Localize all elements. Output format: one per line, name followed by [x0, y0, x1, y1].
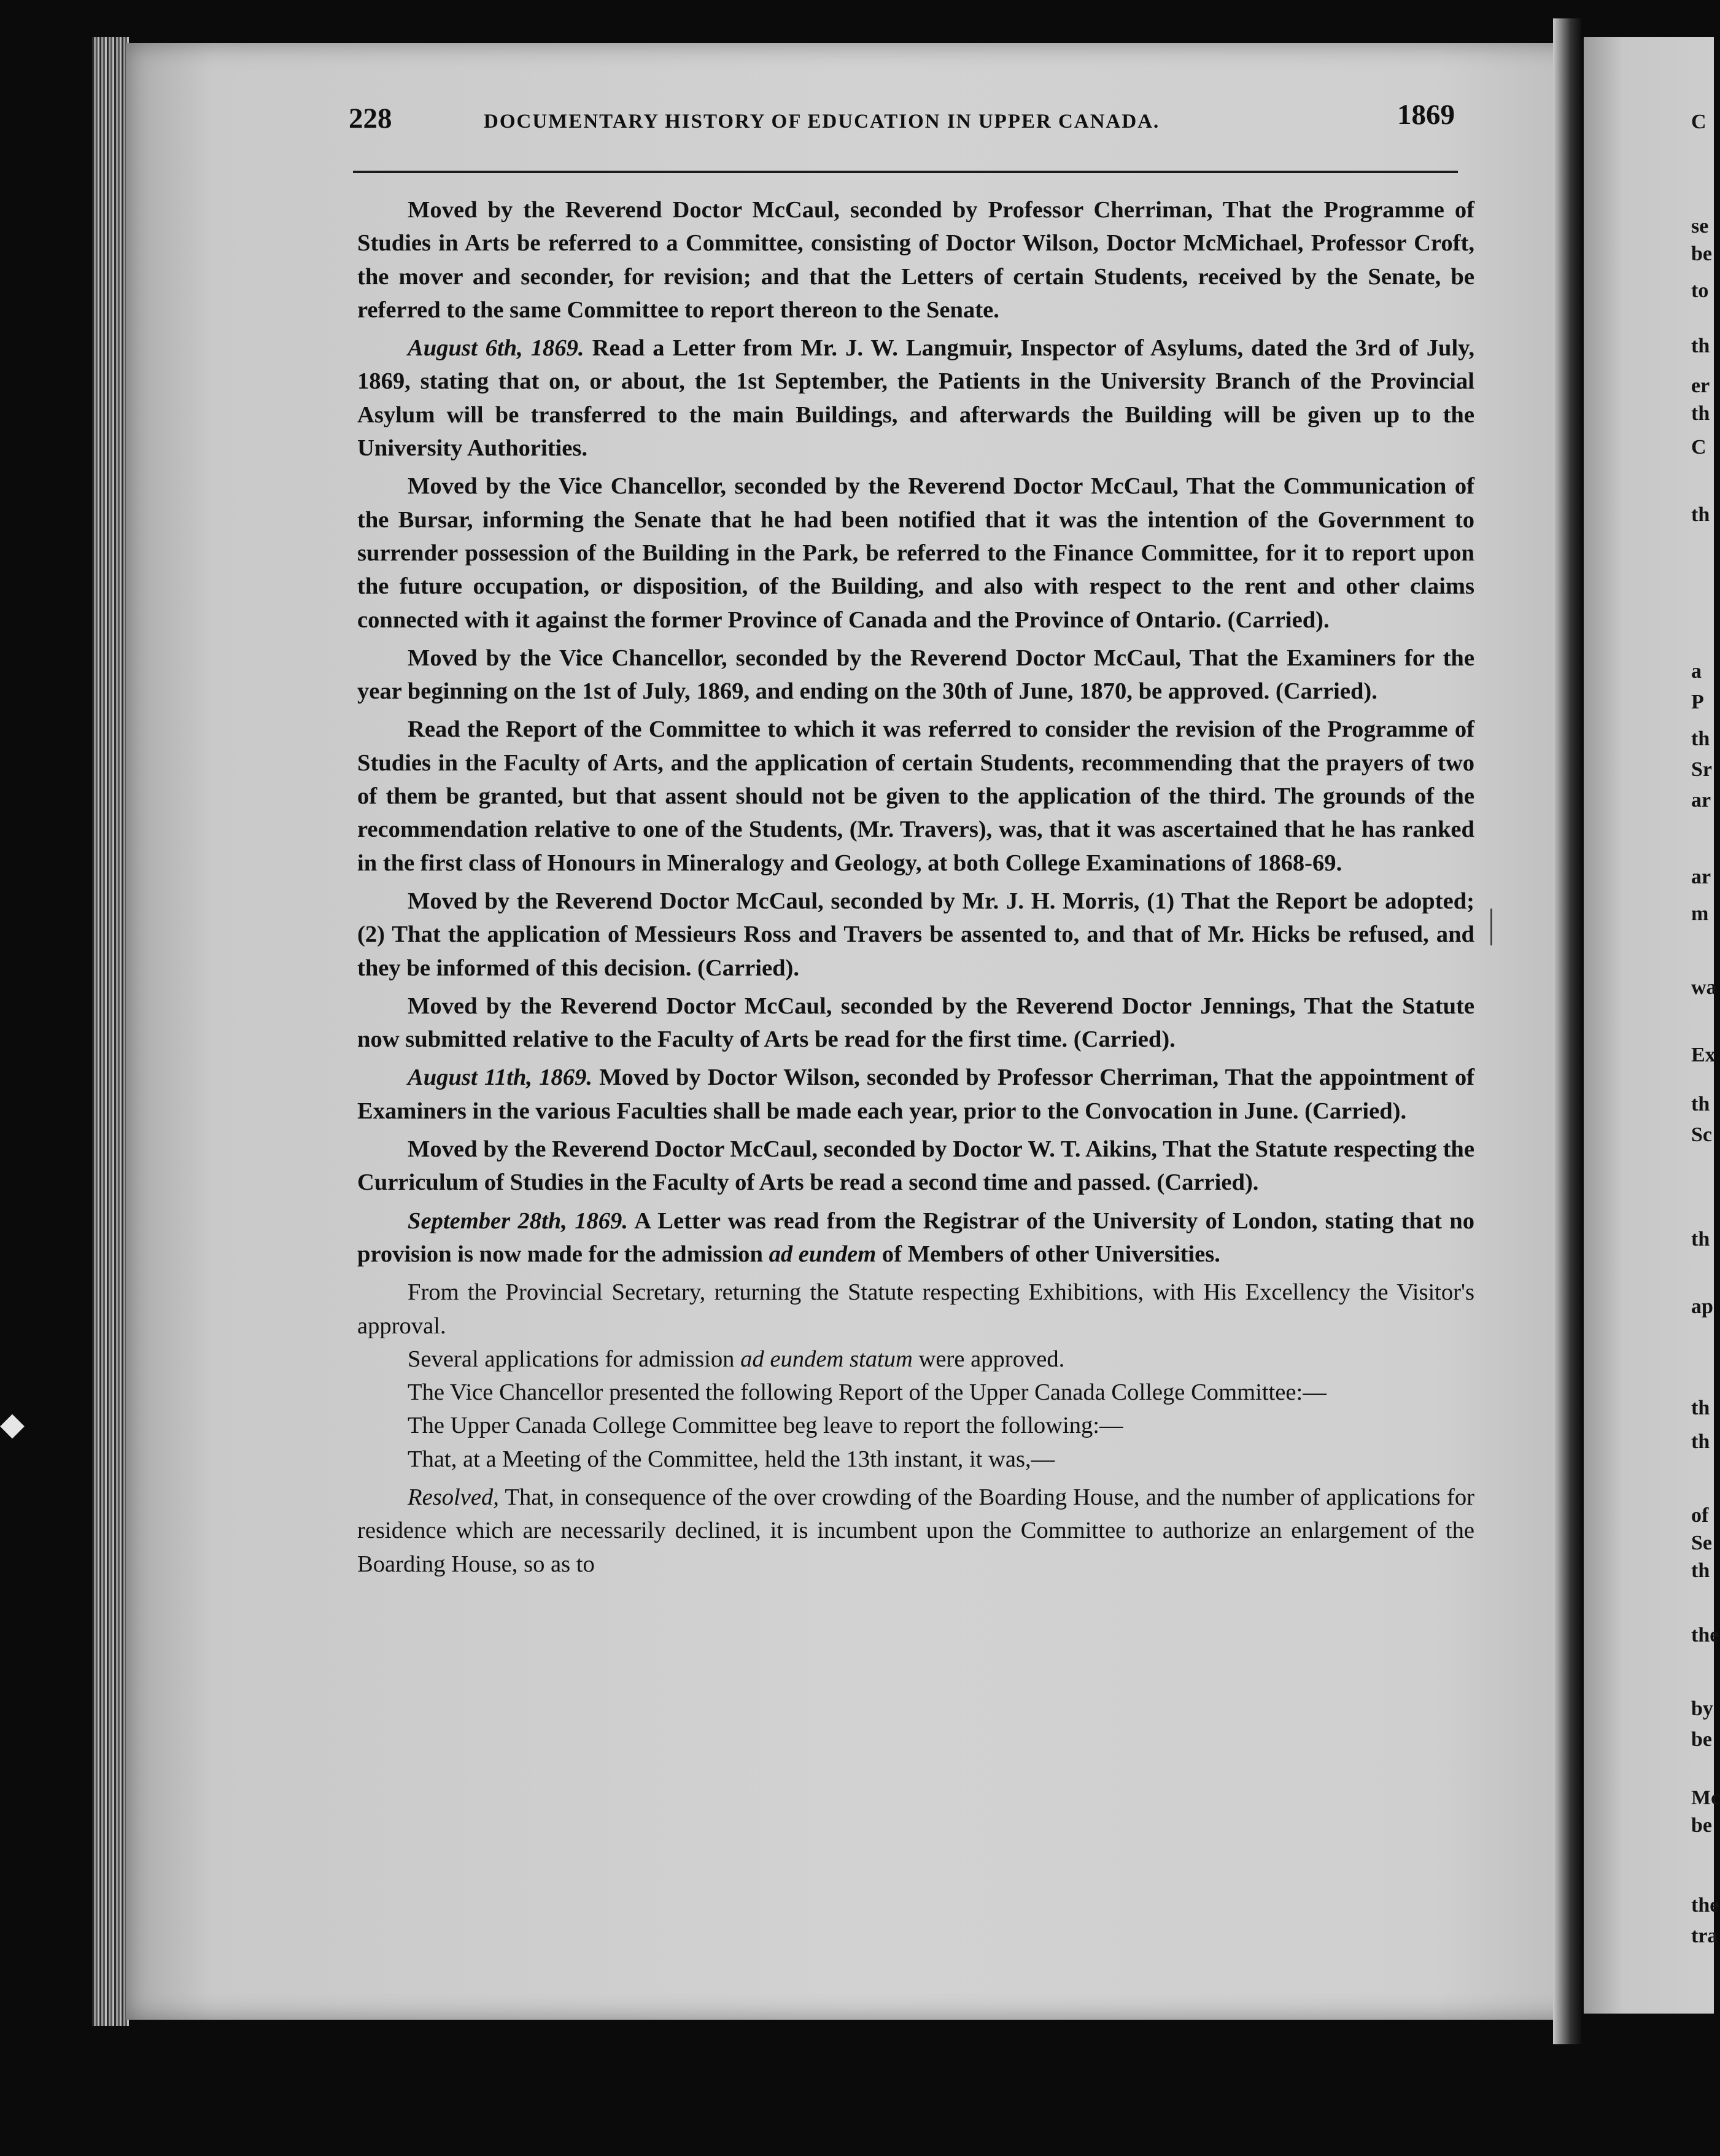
facing-page-fragment: P — [1691, 691, 1704, 713]
paragraph-text: Read a Letter from Mr. J. W. Langmuir, Inspector of Asylums, dated the 3rd of July, 1869, stating that on, or about, the 1st September, the Patients in the University Branch of the Provincial Asylum will be transferred to the main Buildings, and afterwards the Building will be given up to the University Authorities. — [357, 335, 1474, 462]
facing-page-fragment: C — [1691, 111, 1706, 133]
facing-page-fragment: ar — [1691, 789, 1711, 812]
facing-page-fragment: th — [1691, 1093, 1710, 1115]
paragraph: The Upper Canada College Committee beg leave to report the following:— — [408, 1413, 1123, 1439]
margin-mark — [1490, 909, 1492, 945]
resolved-label: Resolved, — [408, 1484, 499, 1510]
facing-page-fragment: m — [1691, 902, 1709, 925]
paragraph: Moved by the Reverend Doctor McCaul, seconded by Doctor W. T. Aikins, That the Statute respecting the Curriculum of Studies in the Faculty of Arts be read a second time and passed. (Carried). — [357, 1136, 1474, 1196]
book-gutter — [1553, 18, 1582, 2044]
paragraph-text: Moved by Doctor Wilson, seconded by Professor Cherriman, That the appointment of Examiners in the various Faculties shall be made each year, prior to the Convocation in June. (Carried). — [357, 1064, 1474, 1124]
facing-page-fragment: be — [1691, 242, 1712, 265]
paragraph: Moved by the Vice Chancellor, seconded by the Reverend Doctor McCaul, That the Examiners for the year beginning on the 1st of July, 1869, and ending on the 30th of June, 1870, be approved. (Carried). — [357, 645, 1474, 705]
facing-page-fragment: ar — [1691, 866, 1711, 888]
facing-page-fragment: Ex — [1691, 1044, 1716, 1066]
page-number: 228 — [349, 103, 392, 134]
entry-date: August 6th, 1869. — [408, 335, 584, 362]
facing-page-fragment: Sr — [1691, 758, 1712, 781]
paragraph: Moved by the Vice Chancellor, seconded by the Reverend Doctor McCaul, That the Communication of the Bursar, informing the Senate that he had been notified that it was the intention of the Government to surrender possession of the Building in the Park, be referred to the Finance Committee, for it to report upon the future occupation, or disposition, of the Building, and also with respect to the rent and other claims connected with it against the former Province of Canada and the Province of Ontario. (Carried). — [357, 473, 1474, 633]
facing-page-fragment: wa — [1691, 976, 1717, 999]
header-year: 1869 — [1397, 99, 1455, 131]
page-body — [357, 193, 1474, 1581]
paragraph-text: were approved. — [912, 1346, 1065, 1372]
facing-page-fragment: th — [1691, 1397, 1710, 1419]
facing-page-fragment: be — [1691, 1814, 1712, 1837]
paragraph: The Vice Chancellor presented the following Report of the Upper Canada College Committee:— — [408, 1379, 1327, 1406]
facing-page-fragment: of — [1691, 1504, 1709, 1527]
paragraph — [357, 1481, 1474, 1581]
facing-page-fragment: the — [1691, 1624, 1719, 1646]
facing-page-fragment: a — [1691, 660, 1702, 683]
running-title: DOCUMENTARY HISTORY OF EDUCATION IN UPPER CANADA. — [484, 111, 1160, 133]
paragraph: Moved by the Reverend Doctor McCaul, seconded by Professor Cherriman, That the Programme of Studies in Arts be referred to a Committee, consisting of Doctor Wilson, Doctor McMichael, Professor Croft, the mover and seconder, for revision; and that the Letters of certain Students, received by the Senate, be referred to the same Committee to report thereon to the Senate. — [357, 197, 1474, 323]
paragraph — [357, 332, 1474, 465]
facing-page-fragment: Se — [1691, 1532, 1712, 1554]
facing-page-fragment: th — [1691, 402, 1710, 425]
header-rule — [353, 171, 1458, 173]
facing-page-fragment: tra — [1691, 1925, 1718, 1947]
facing-page-fragment: se — [1691, 215, 1709, 238]
facing-page-fragment: Sc — [1691, 1123, 1712, 1146]
paragraph — [357, 1204, 1474, 1271]
facing-page-fragment: C — [1691, 436, 1706, 459]
running-header — [349, 98, 1461, 141]
paragraph-text: of Members of other Universities. — [876, 1241, 1220, 1267]
facing-page-fragment: ap — [1691, 1295, 1713, 1318]
paragraph: Moved by the Reverend Doctor McCaul, seconded by Mr. J. H. Morris, (1) That the Report be adopted; (2) That the application of Messieurs Ross and Travers be assented to, and that of Mr. Hicks be refused, and they be informed of this decision. (Carried). — [357, 888, 1474, 981]
paragraph: Moved by the Reverend Doctor McCaul, seconded by the Reverend Doctor Jennings, That the Statute now submitted relative to the Faculty of Arts be read for the first time. (Carried). — [357, 993, 1474, 1053]
facing-page-fragment: th — [1691, 1228, 1710, 1251]
scan-smudge-mark: ◆ — [0, 1407, 25, 1442]
facing-page-fragment: be — [1691, 1728, 1712, 1751]
facing-page-fragment: th — [1691, 727, 1710, 750]
facing-page-fragment: th — [1691, 1430, 1710, 1453]
facing-page-fragment: th — [1691, 503, 1710, 526]
facing-page-fragment: to — [1691, 279, 1709, 302]
entry-date: August 11th, 1869. — [408, 1064, 593, 1091]
paragraph: From the Provincial Secretary, returning the Statute respecting Exhibitions, with His Excellency the Visitor's approval. — [357, 1279, 1474, 1339]
facing-page-fragment: Mc — [1691, 1786, 1720, 1809]
facing-page-fragment: er — [1691, 374, 1710, 397]
paragraph-text: A Letter was read from the Registrar of the University of London, stating that no provision is now made for the admission — [357, 1208, 1474, 1267]
paragraph: That, at a Meeting of the Committee, held the 13th instant, it was,— — [408, 1446, 1055, 1472]
paragraph: Read the Report of the Committee to which it was referred to consider the revision of the Programme of Studies in the Faculty of Arts, and the application of certain Students, recommending that the prayers of two of them be granted, but that assent should not be given to the application of the third. The grounds of the recommendation relative to one of the Students, (Mr. Travers), was, that it was ascertained that he has ranked in the first class of Honours in Mineralogy and Geology, at both College Examinations of 1868-69. — [357, 716, 1474, 876]
paragraph — [357, 1061, 1474, 1128]
latin-phrase: ad eundem — [769, 1241, 877, 1267]
facing-page-fragment: by — [1691, 1697, 1713, 1720]
paragraph — [357, 1343, 1474, 1376]
entry-date: September 28th, 1869. — [408, 1208, 628, 1234]
facing-page-fragment: th — [1691, 335, 1710, 357]
facing-page-fragment: th — [1691, 1559, 1710, 1582]
paragraph-text: That, in consequence of the over crowding of the Boarding House, and the number of applications for residence which are necessarily declined, it is incumbent upon the Committee to authorize an enlargement of the Boarding House, so as to — [357, 1484, 1474, 1577]
page-stack-edge — [92, 37, 129, 2026]
paragraph-text: Several applications for admission — [408, 1346, 741, 1372]
facing-page-fragment: the — [1691, 1894, 1719, 1917]
latin-phrase: ad eundem statum — [740, 1346, 913, 1372]
